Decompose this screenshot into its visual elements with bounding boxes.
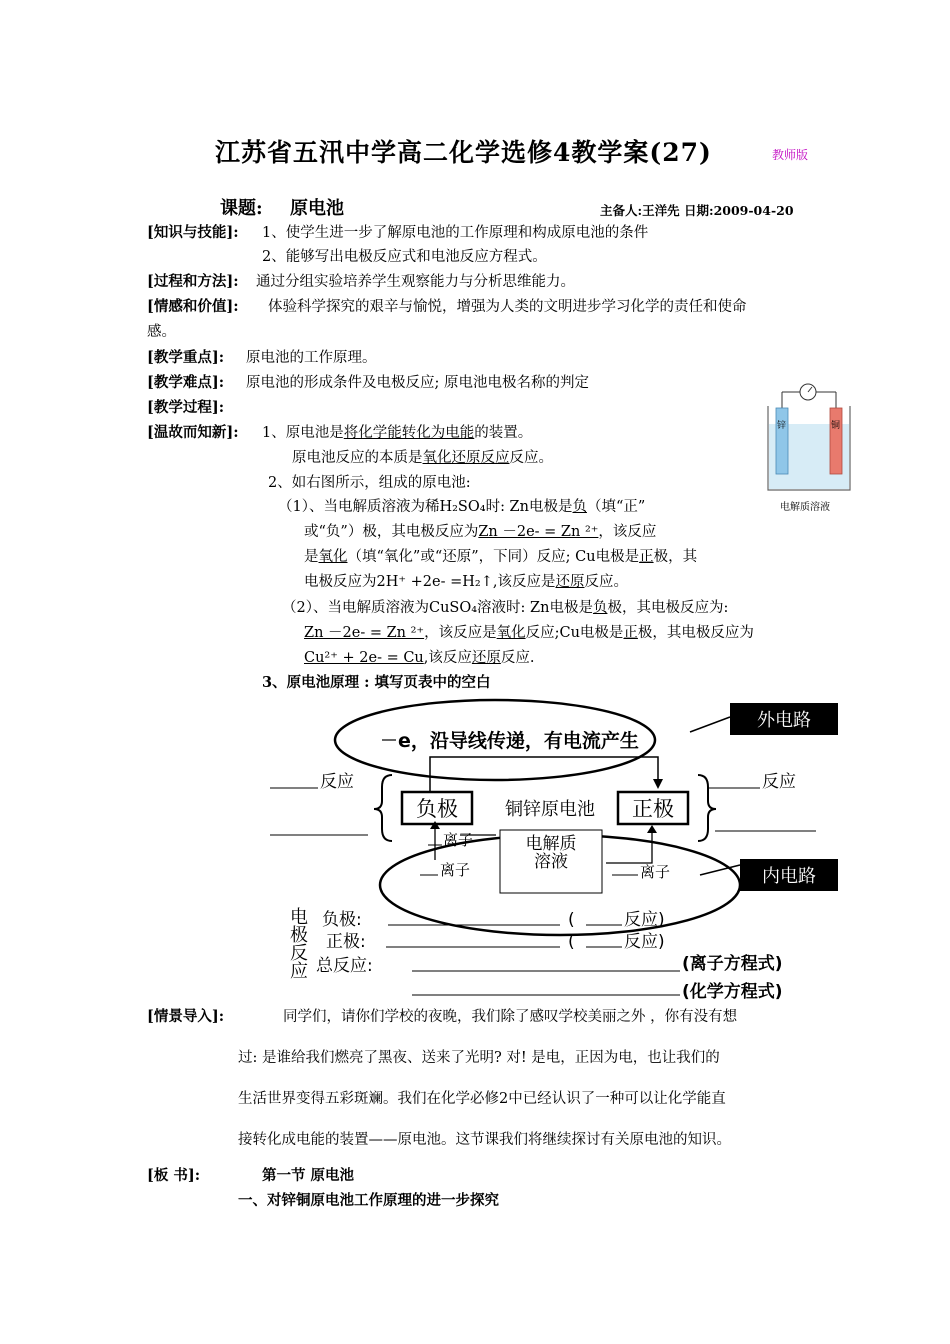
- emotion-text-2: 感。: [147, 324, 176, 340]
- review-q1: 1、原电池是将化学能转化为电能的装置。: [262, 425, 533, 441]
- cell-name: 铜锌原电池: [505, 799, 595, 820]
- intro-line-3: 生活世界变得五彩斑斓。我们在化学必修2中已经认识了一种可以让化学能直: [238, 1091, 726, 1107]
- electrolyte-caption: 电解质溶液: [780, 502, 830, 513]
- negative-reaction-blank: 反应: [320, 772, 354, 792]
- row-negative-reaction: 反应): [624, 910, 665, 930]
- topic-label: 课题:: [220, 198, 263, 219]
- review-label: [温故而知新]:: [147, 424, 239, 441]
- chemical-equation-label: (化学方程式): [682, 982, 783, 1002]
- cell-principle-diagram: [260, 695, 860, 1005]
- review-p2-line2: Zn －2e- = Zn ²⁺，该反应是氧化反应;Cu电极是正极，其电极反应为: [304, 625, 754, 641]
- difficulty-label: [教学难点]:: [147, 374, 225, 391]
- side-label-1: 电: [290, 907, 308, 928]
- row-positive-label: 正极:: [326, 932, 366, 952]
- process-label: [过程和方法]:: [147, 273, 239, 290]
- copper-label: 铜: [831, 421, 841, 431]
- ion-label-3: 离子: [640, 863, 671, 881]
- intro-line-2: 过: 是谁给我们燃亮了黑夜、送来了光明? 对! 是电，正因为电，也让我们的: [238, 1050, 720, 1066]
- answer-energy-conversion: 将化学能转化为电能: [343, 425, 475, 441]
- review-p2-line1: （2）、当电解质溶液为CuSO₄溶液时: Zn电极是负极，其电极反应为:: [282, 600, 729, 616]
- electrolyte-label-2: 溶液: [534, 852, 568, 872]
- electron-flow-text: e，沿导线传递，有电流产生: [398, 730, 639, 752]
- subsection-heading: 一、对锌铜原电池工作原理的进一步探究: [238, 1192, 499, 1209]
- external-circuit-label: 外电路: [757, 710, 811, 731]
- review-p1-line3: 是氧化（填“氧化”或“还原”，下同）反应; Cu电极是正极，其: [304, 549, 698, 565]
- positive-reaction-blank: 反应: [762, 772, 796, 792]
- ion-label-1: 离子: [443, 831, 474, 849]
- board-label: [板 书]:: [147, 1167, 201, 1184]
- svg-text:(: (: [568, 932, 575, 952]
- review-q1b: 原电池反应的本质是氧化还原反应反应。: [292, 450, 553, 466]
- focus-text: 原电池的工作原理。: [246, 350, 377, 366]
- emotion-text-1: 体验科学探究的艰辛与愉悦，增强为人类的文明进步学习化学的责任和使命: [268, 299, 747, 315]
- zinc-label: 锌: [777, 421, 787, 431]
- electrolyte-label-1: 电解质: [525, 834, 577, 854]
- svg-text:(: (: [568, 910, 575, 930]
- process-text: 通过分组实验培养学生观察能力与分析思维能力。: [256, 274, 575, 290]
- focus-label: [教学重点]:: [147, 349, 225, 366]
- topic-title: 原电池: [290, 198, 344, 219]
- row-total-label: 总反应:: [316, 956, 373, 976]
- side-label-3: 反: [290, 943, 308, 964]
- knowledge-label: [知识与技能]:: [147, 224, 239, 241]
- ion-label-2: 离子: [440, 861, 471, 879]
- intro-label: [情景导入]:: [147, 1008, 225, 1025]
- edition-label: 教师版: [772, 148, 809, 162]
- ionic-equation-label: (离子方程式): [682, 954, 783, 974]
- knowledge-2: 2、能够写出电极反应式和电池反应方程式。: [262, 249, 547, 265]
- zinc-electrode: [776, 408, 788, 474]
- document-title: 江苏省五汛中学高二化学选修4教学案(27): [215, 138, 712, 167]
- side-label-2: 极: [290, 925, 308, 946]
- review-q3: 3、原电池原理 : 填写页表中的空白: [262, 674, 491, 691]
- copper-electrode: [830, 408, 842, 474]
- author-date: 主备人:王洋先 日期:2009-04-20: [600, 203, 794, 218]
- section-heading: 第一节 原电池: [262, 1167, 355, 1184]
- emotion-label: [情感和价值]:: [147, 298, 239, 315]
- internal-circuit-label: 内电路: [762, 866, 816, 887]
- review-q2: 2、如右图所示，组成的原电池:: [268, 475, 471, 491]
- galvanic-cell-figure: [760, 378, 860, 518]
- difficulty-text: 原电池的形成条件及电极反应; 原电池电极名称的判定: [246, 375, 589, 391]
- side-label-4: 应: [290, 961, 308, 982]
- knowledge-1: 1、使学生进一步了解原电池的工作原理和构成原电池的条件: [262, 225, 649, 241]
- intro-line-4: 接转化成电能的装置——原电池。这节课我们将继续探讨有关原电池的知识。: [238, 1132, 731, 1148]
- review-p1-line4: 电极反应为2H⁺ +2e- =H₂↑,该反应是还原反应。: [304, 574, 628, 590]
- teaching-process-label: [教学过程]:: [147, 399, 225, 416]
- row-negative-label: 负极:: [322, 910, 362, 930]
- positive-electrode-label: 正极: [632, 797, 674, 821]
- review-p2-line3: Cu²⁺ + 2e- = Cu,该反应还原反应.: [304, 650, 535, 666]
- answer-reaction-nature: 氧化还原反应: [422, 450, 510, 466]
- review-p1-line1: （1）、当电解质溶液为稀H₂SO₄时: Zn电极是负（填“正”: [278, 499, 646, 515]
- row-positive-reaction: 反应): [624, 932, 665, 952]
- intro-line-1: 同学们，请你们学校的夜晚，我们除了感叹学校美丽之外 ，你有没有想: [283, 1009, 738, 1025]
- review-p1-line2: 或“负”）极，其电极反应为Zn －2e- = Zn ²⁺，该反应: [304, 524, 657, 540]
- negative-electrode-label: 负极: [416, 797, 458, 821]
